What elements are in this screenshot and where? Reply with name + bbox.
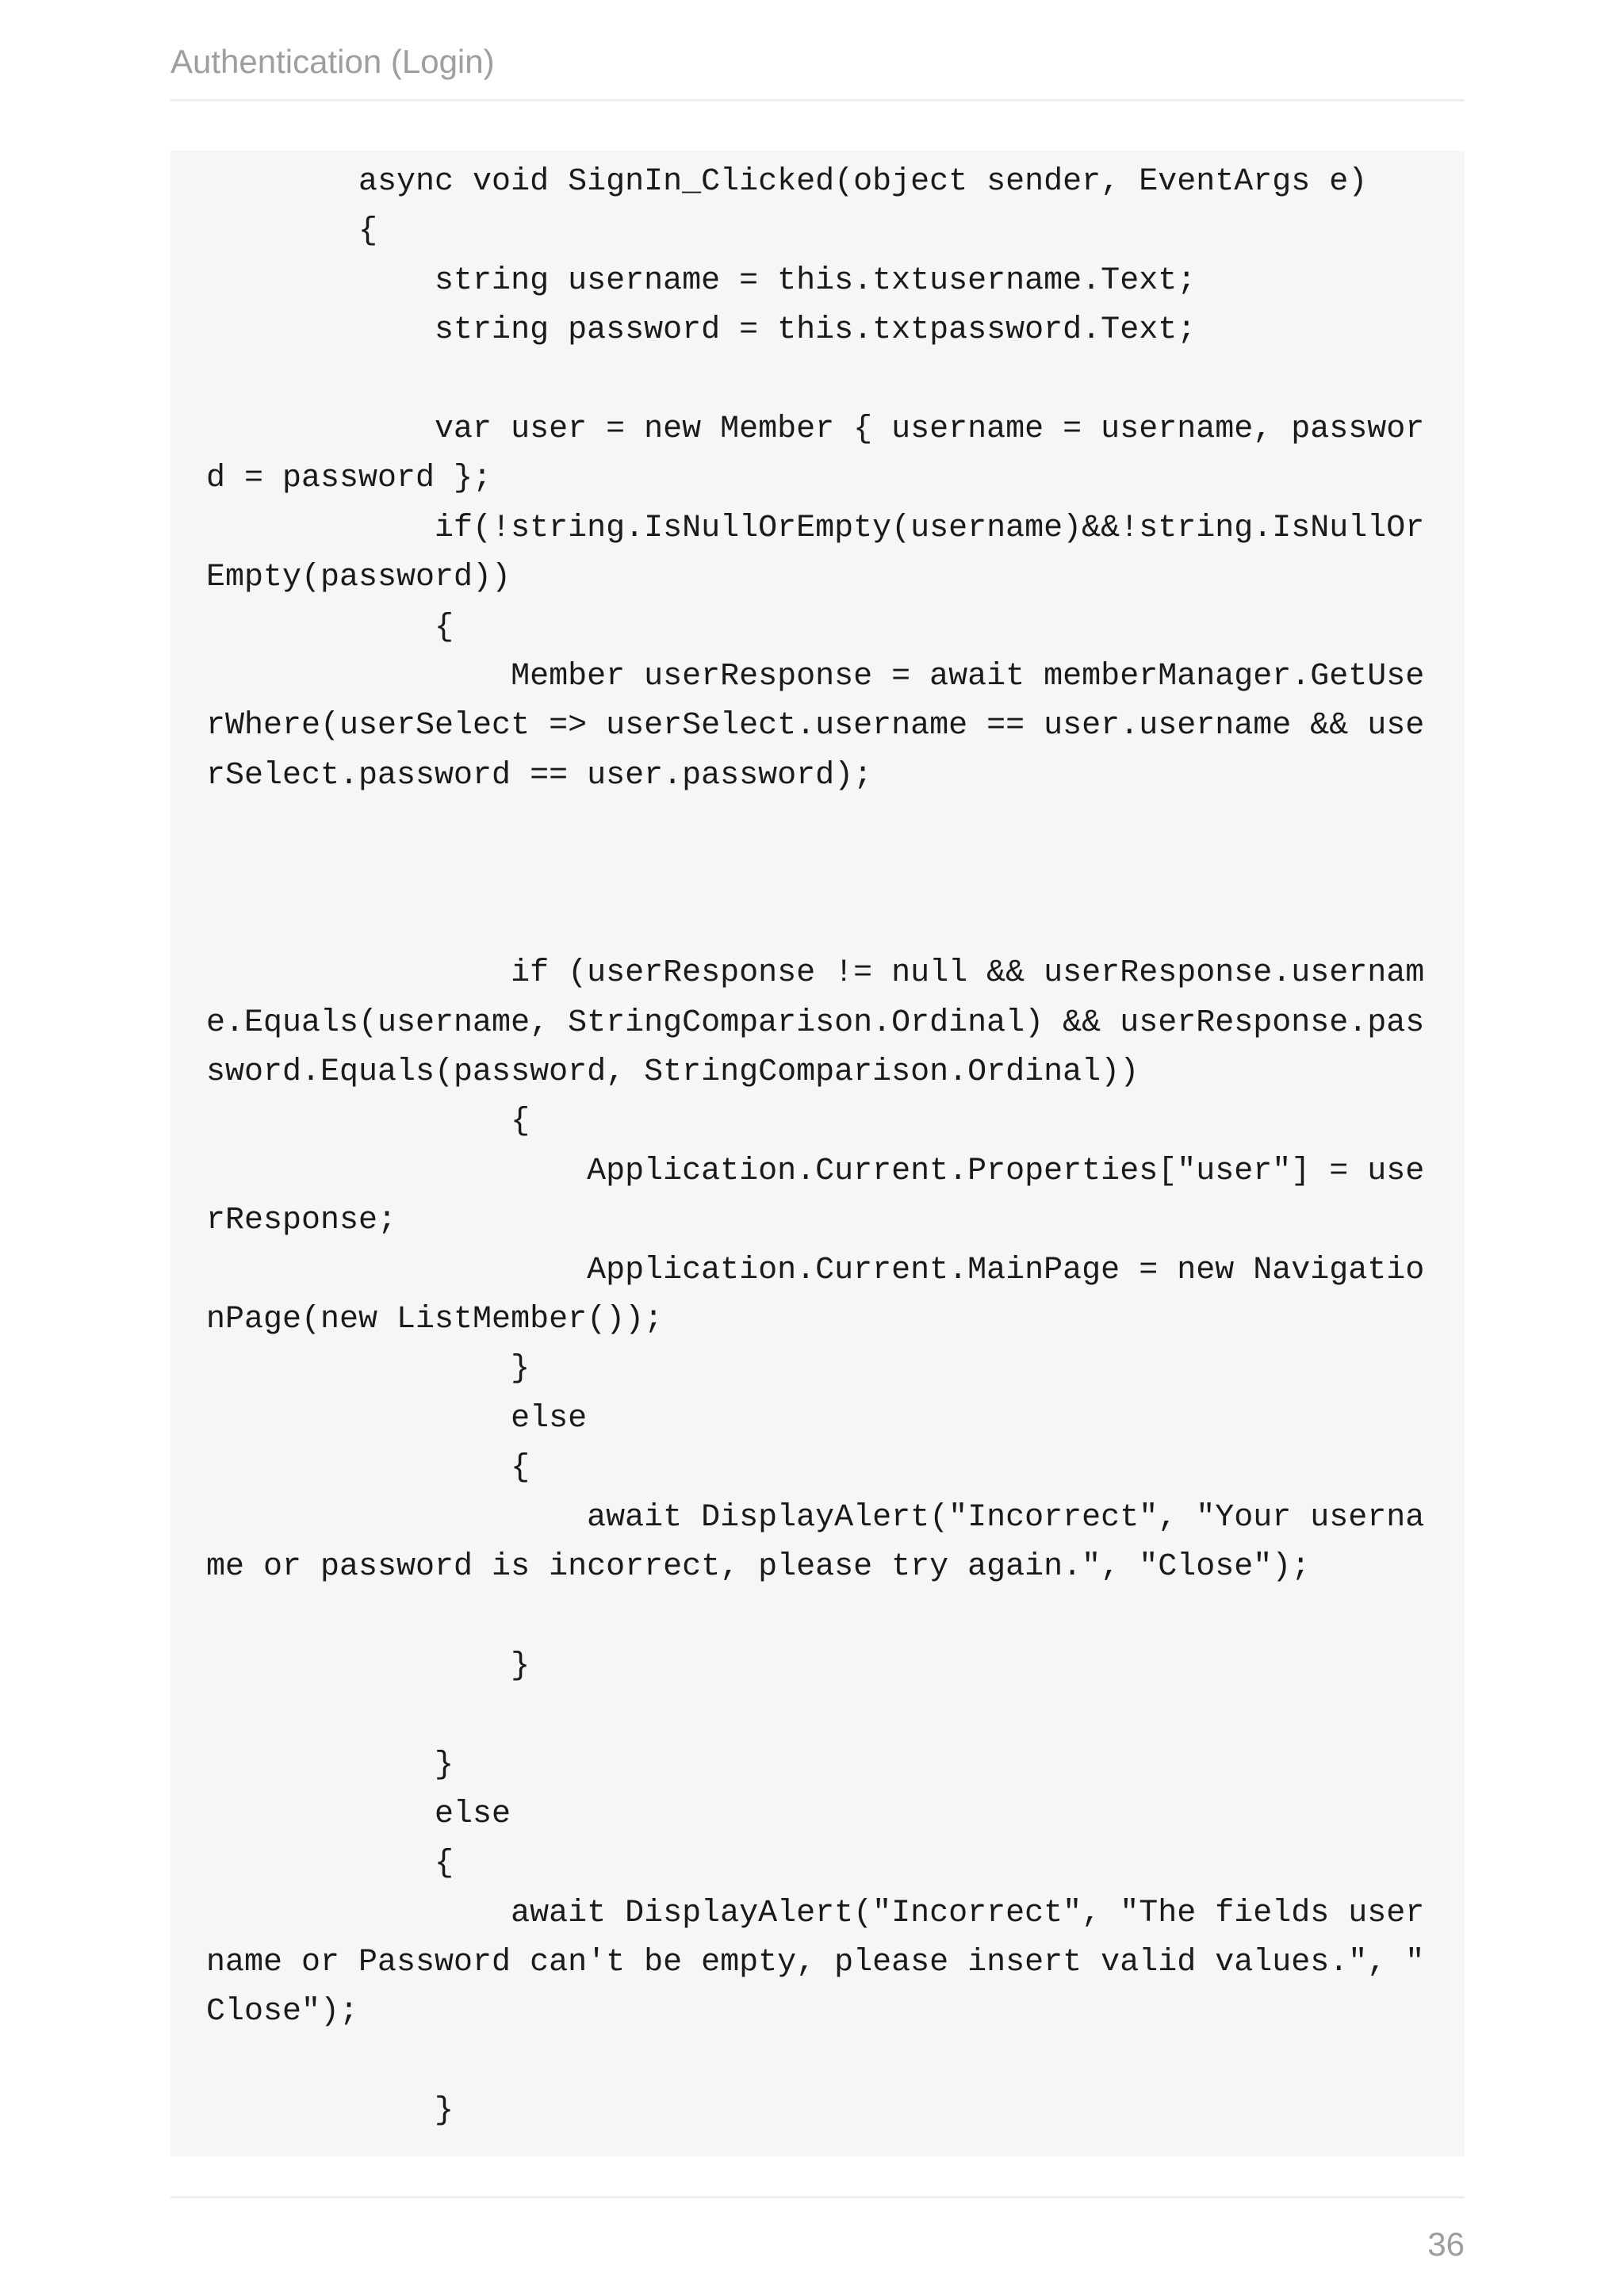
code-block: [170, 151, 1465, 2156]
code-line: Close");: [206, 1994, 359, 2030]
code-line: string password = this.txtpassword.Text;: [206, 312, 1197, 349]
code-line: await DisplayAlert("Incorrect", "The fields user: [206, 1895, 1425, 1931]
code-line: async void SignIn_Clicked(object sender, EventArgs e): [206, 164, 1368, 200]
code-line: else: [206, 1400, 588, 1437]
code-line: [206, 850, 1465, 899]
code-line: [206, 1691, 1465, 1740]
code-line: sword.Equals(password, StringComparison.Ordinal)): [206, 1054, 1139, 1091]
code-line: d = password };: [206, 461, 492, 497]
code-line: name or Password can't be empty, please insert valid values.", ": [206, 1945, 1425, 1981]
code-line: Member userResponse = await memberManager.GetUse: [206, 658, 1425, 695]
code-line: [206, 356, 1465, 405]
code-line: {: [206, 213, 378, 250]
code-line: rWhere(userSelect => userSelect.username == user.username && use: [206, 708, 1425, 744]
code-line: rResponse;: [206, 1203, 397, 1239]
code-line: await DisplayAlert("Incorrect", "Your userna: [206, 1499, 1425, 1536]
code-line: {: [206, 1450, 530, 1487]
code-line: rSelect.password == user.password);: [206, 757, 873, 794]
page-footer: [170, 2196, 1465, 2294]
code-line: {: [206, 1846, 454, 1882]
code-line: {: [206, 1104, 530, 1140]
code-line: e.Equals(username, StringComparison.Ordinal) && userResponse.pas: [206, 1004, 1425, 1041]
code-line: {: [206, 609, 454, 645]
code-line: string username = this.txtusername.Text;: [206, 262, 1197, 299]
code-line: if (userResponse != null && userResponse.usernam: [206, 955, 1425, 992]
code-line: [206, 1592, 1465, 1641]
code-line: [206, 900, 1465, 949]
code-line: if(!string.IsNullOrEmpty(username)&&!string.IsNullOr: [206, 510, 1425, 546]
code-line: [206, 801, 1465, 850]
code-line: [206, 2038, 1465, 2087]
code-line: var user = new Member { username = username, passwor: [206, 411, 1425, 447]
code-line: nPage(new ListMember());: [206, 1301, 664, 1337]
page-header: [170, 38, 1465, 101]
code-line: }: [206, 1647, 530, 1684]
section-title: Authentication (Login): [170, 43, 495, 80]
code-line: Application.Current.MainPage = new Navigatio: [206, 1252, 1425, 1288]
code-line: Application.Current.Properties["user"] = use: [206, 1153, 1425, 1189]
page-number: 36: [1427, 2225, 1465, 2263]
code-line: }: [206, 1747, 454, 1783]
code-line: Empty(password)): [206, 560, 511, 596]
code-line: else: [206, 1796, 511, 1832]
code-line: }: [206, 2093, 454, 2130]
code-line: me or password is incorrect, please try again.", "Close");: [206, 1548, 1311, 1585]
code-line: }: [206, 1351, 530, 1387]
